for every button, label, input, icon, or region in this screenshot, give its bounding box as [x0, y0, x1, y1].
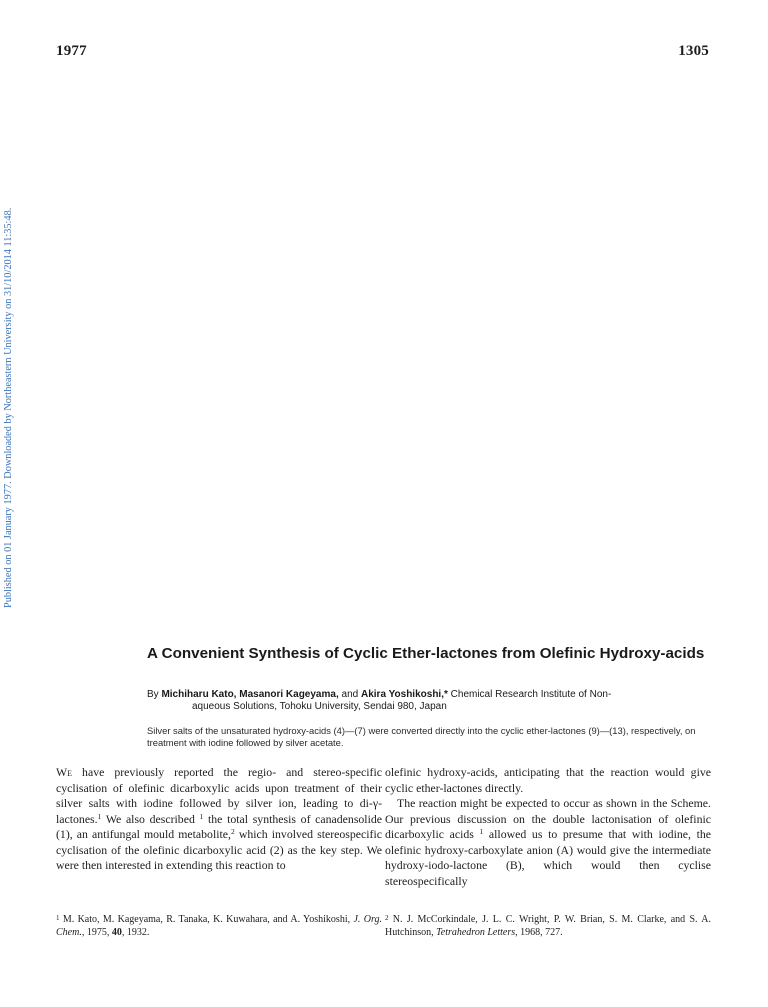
footnote-journal: J. Org. Chem. — [56, 914, 382, 938]
byline-and: and — [341, 689, 359, 700]
ref-superscript: 1 — [199, 811, 204, 821]
footnote-volume: 40 — [111, 926, 122, 938]
footnote-number: 2 — [385, 914, 389, 922]
footnote-journal: Tetrahedron Letters — [436, 926, 516, 938]
body-text-segment: have previously reported the regio- and stereo-specific cyclisation of olefinic dicarboxylic acids upon treatment of their silver salts with iodine followed by silver ion, leading to di-γ-lactones. — [56, 765, 382, 826]
affiliation-line-2: aqueous Solutions, Tohoku University, Sendai 980, Japan — [192, 701, 447, 712]
corresponding-author: Akira Yoshikoshi,* — [360, 689, 448, 700]
journal-year: 1977 — [56, 43, 87, 59]
footnote-text: , 1975, — [81, 926, 112, 938]
body-text-segment: which involved stereospecific cyclisation of the olefinic dicarboxylic acid (2) as the key step. We were then interested in extending this reaction to — [56, 827, 382, 872]
affiliation-line-1: Chemical Research Institute of Non- — [450, 689, 612, 700]
abstract: Silver salts of the unsaturated hydroxy-acids (4)—(7) were converted directly into the cyclic ether-lactones (9)—(13), respectively, on treatment with iodine followed by silver acetate. — [147, 725, 696, 748]
footnote-text: M. Kato, M. Kageyama, R. Tanaka, K. Kuwahara, and A. Yoshikoshi, — [59, 914, 354, 925]
footnote-text: , 1932. — [121, 926, 150, 938]
footnote-text: N. J. McCorkindale, J. L. C. Wright, P. W. Brian, S. M. Clarke, and S. A. Hutchinson, — [385, 914, 711, 938]
body-column-right — [385, 765, 711, 889]
body-text-segment: allowed us to presume that with iodine, the olefinic hydroxy-carboxylate anion (A) would give the intermediate hydroxy-iodo-lactone (B), which would then cyclise stereospecifically — [385, 827, 711, 888]
download-note-sidebar[interactable] — [3, 184, 15, 608]
dropcap-word: We — [56, 765, 73, 779]
body-text-segment: We also described — [101, 811, 200, 826]
body-paragraph — [56, 765, 382, 874]
footnote-1 — [56, 912, 382, 939]
ref-superscript: 2 — [230, 827, 235, 836]
article-title: A Convenient Synthesis of Cyclic Ether-lactones from Olefinic Hydroxy-acids — [147, 645, 705, 662]
ref-superscript: 1 — [97, 811, 102, 821]
footnote-2 — [385, 912, 711, 939]
body-text-segment: the total synthesis of canadensolide (1), an antifungal mould metabolite, — [56, 811, 383, 841]
footnote-number: 1 — [56, 914, 60, 922]
body-paragraph: olefinic hydroxy-acids, anticipating that the reaction would give cyclic ether-lactones directly. — [385, 765, 711, 795]
download-note-link[interactable]: Published on 01 January 1977. Downloaded by Northeastern University on 31/10/2014 11:35:48. — [3, 207, 14, 608]
ref-superscript: 1 — [479, 827, 484, 836]
author-list: Michiharu Kato, Masanori Kageyama, — [161, 689, 339, 700]
byline-by: By — [147, 689, 159, 700]
body-column-left — [56, 765, 382, 874]
footnote-text: , 1968, 727. — [515, 926, 563, 938]
body-paragraph — [385, 796, 711, 889]
page-number: 1305 — [678, 43, 709, 59]
byline — [147, 689, 715, 713]
body-text-segment: The reaction might be expected to occur as shown in the Scheme. Our previous discussion on the double lactonisation of olefinic dicarboxylic acids — [385, 796, 711, 841]
